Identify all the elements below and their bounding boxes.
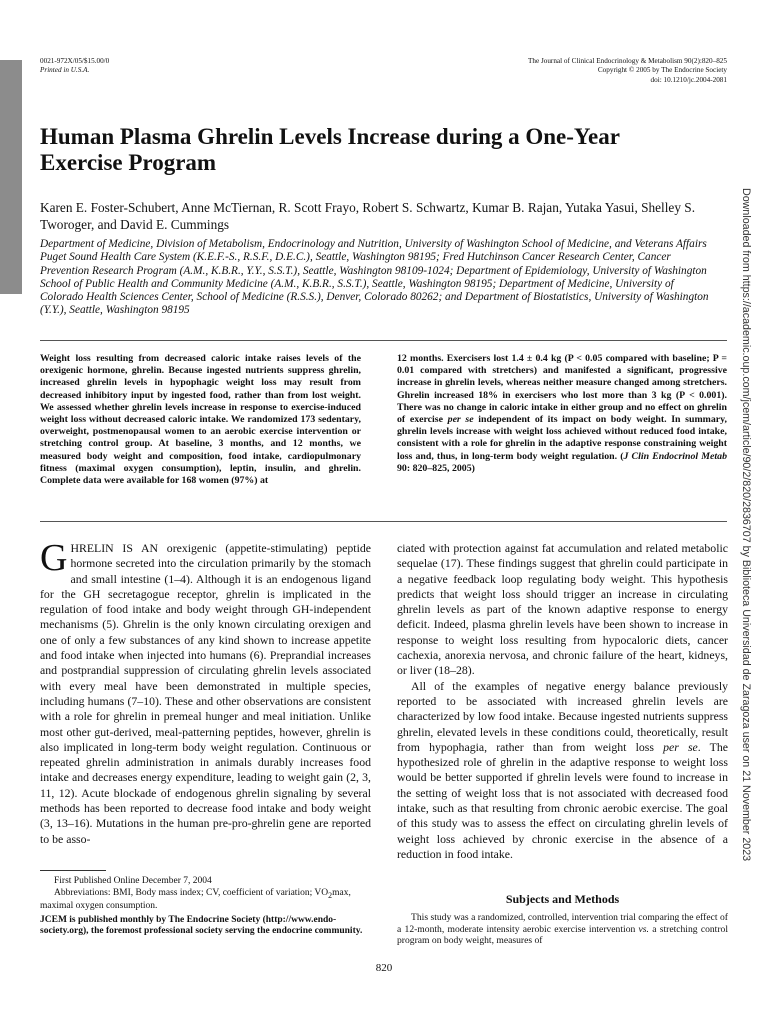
journal-abbrev: J Clin Endocrinol Metab (623, 450, 728, 462)
page-number: 820 (375, 962, 393, 974)
printed-in: Printed in U.S.A. (40, 66, 90, 75)
first-published: First Published Online December 7, 2004 (54, 876, 212, 886)
body-left-column (40, 537, 371, 847)
body-right-column (397, 541, 728, 862)
body-paragraph-1: ciated with protection against fat accumulation and related metabolic sequelae (17). These findings suggest that ghrelin could participate in a negative feedback loop regulating body weight. This hypothesis predicts that weight loss should trigger an increase in circulating ghrelin levels as part of the known adaptive response to energy deficit. Indeed, plasma ghrelin levels have been shown to increase in response to weight loss resulting from hypocaloric diets, cancer cachexia, anorexia nervosa, and chronic failure of the heart, kidneys, or liver (18–28). (397, 541, 728, 678)
journal-citation: The Journal of Clinical Endocrinology & Metabolism 90(2):820–825 (527, 57, 727, 65)
affiliations: Department of Medicine, Division of Metabolism, Endocrinology and Nutrition, University of Washington School of Medicine, and Veterans Affairs Puget Sound Health Care System (K.E.F.-S., R.S.F., D.E.C.), Seattle, Washington 98195; Fred Hutchinson Cancer Research Center, Cancer Prevention Research Program (A.M., K.B.R., Y.Y., S.S.T.), Seattle, Washington 98109-1024; Department of Epidemiology, University of Washington School of Public Health and Community Medicine (A.M., K.B.R., S.S.T.), Seattle, Washington 98195; Department of Medicine, University of Colorado Health Sciences Center, School of Medicine (R.S.S.), Denver, Colorado 80262; and Department of Biostatistics, University of Washington (Y.Y.), Seattle, Washington 98195 (40, 238, 709, 317)
jcem-notice: JCEM is published monthly by The Endocrine Society (http://www.endo-society.org), the foremost professional society serving the endocrine community. (40, 914, 363, 937)
abbreviations: Abbreviations: BMI, Body mass index; CV, coefficient of variation; $VO_2\max$, maximal oxygen consumption. (40, 887, 351, 912)
methods-heading: Subjects and Methods (505, 892, 620, 906)
article-title: Human Plasma Ghrelin Levels Increase during a One-Year Exercise Program (40, 124, 620, 175)
abstract-left: Weight loss resulting from decreased caloric intake raises levels of the orexigenic hormone, ghrelin. Because ingested nutrients suppress ghrelin, increased ghrelin levels in hypophagic weight loss may result from decreased inhibitory input by ingested food, rather than from lost weight. We assessed whether ghrelin levels increase in response to exercise-induced weight loss without decreased caloric intake. We randomized 173 sedentary, overweight, postmenopausal women to an aerobic exercise intervention or stretching control group. At baseline, 3 months, and 12 months, we measured body weight and composition, food intake, cardiopulmonary fitness (maximal oxygen consumption), leptin, insulin, and ghrelin. Complete data were available for 168 women (97%) at (40, 353, 361, 487)
footnotes (40, 876, 371, 938)
methods-paragraph: This study was a randomized, controlled, intervention trial comparing the effect of a 12-month, moderate intensity aerobic exercise intervention vs. a stretching control program on body weight, measures of (397, 912, 728, 947)
abstract-bottom-rule (40, 521, 727, 522)
download-watermark: Downloaded from https://academic.oup.com/jcem/article/90/2/820/2836707 by Biblioteca Universidad de Zaragoza user on 21 November 2023 (740, 188, 752, 862)
abstract-top-rule (40, 340, 727, 341)
drop-cap: G (40, 537, 68, 579)
header-left (40, 57, 109, 76)
doi: doi: 10.1210/jc.2004-2081 (650, 75, 727, 84)
copyright: Copyright © 2005 by The Endocrine Society (597, 66, 727, 75)
abstract-right: 12 months. Exercisers lost 1.4 ± 0.4 kg (P < 0.05 compared with baseline; P = 0.01 compared with stretchers) and manifested a significant, progressive increase in ghrelin levels, whereas neither measure changed among stretchers. Ghrelin increased 18% in exercisers who lost more than 3 kg (P < 0.001). There was no change in caloric intake in either group and no effect on ghrelin of exercise per se independent of its impact on body weight. In summary, ghrelin levels increase with weight loss achieved without reduced food intake, consistent with a role for ghrelin in the adaptive response constraining weight loss and, thus, in long-term body weight regulation. (J Clin Endocrinol Metab 90: 820–825, 2005) (397, 353, 728, 474)
issn-price: 0021-972X/05/$15.00/0 (40, 57, 110, 65)
side-tab-bar (0, 60, 22, 294)
intro-paragraph: GHRELIN IS AN orexigenic (appetite-stimulating) peptide hormone secreted into the circulation primarily by the stomach and small intestine (1–4). Although it is an endogenous ligand for the GH secretagogue receptor, ghrelin is implicated in the regulation of food intake and body weight through GH-independent mechanisms (5). Ghrelin is the only known circulating orexigen and one of only a few substances of any kind shown to increase appetite and food intake when injected into humans (6). Preprandial increases and postprandial suppression of circulating ghrelin levels associated with every meal have been demonstrated in multiple species, including humans (7–10). These and other observations are consistent with a role for ghrelin in premeal hunger and meal initiation. Unlike most other gut-derived, meal-patterning peptides, however, ghrelin is also implicated in long-term body weight regulation. Continuous or repeated ghrelin administration in animals durably increases food intake and decreases energy expenditure, leading to weight gain (2, 3, 11, 12). Acute blockade of endogenous ghrelin signaling by several methods has been reported to decrease food intake and body weight (3, 13–16). Mutations in the human pre-pro-ghrelin gene are reported to be asso- (40, 537, 371, 846)
footnote-rule (40, 870, 106, 871)
body-paragraph-2: All of the examples of negative energy balance previously reported to be associated with increased ghrelin levels are characterized by low food intake. Because ingested nutrients suppress ghrelin, elevated levels in these conditions could, theoretically, result from hypophagia, rather than from weight loss per se. The hypothesized role of ghrelin in the adaptive response to weight loss would be better supported if ghrelin levels were found to increase in the setting of weight loss that is not associated with decreased food intake, such as that resulting from chronic aerobic exercise. The goal of this study was to assess the effect on circulating ghrelin levels of weight loss achieved by chronic exercise in the absence of a reduction in food intake. (397, 678, 728, 861)
header-right (528, 57, 727, 85)
author-list: Karen E. Foster-Schubert, Anne McTiernan, R. Scott Frayo, Robert S. Schwartz, Kumar B. Rajan, Yutaka Yasui, Shelley S. Tworoger, and David E. Cummings (40, 200, 696, 232)
